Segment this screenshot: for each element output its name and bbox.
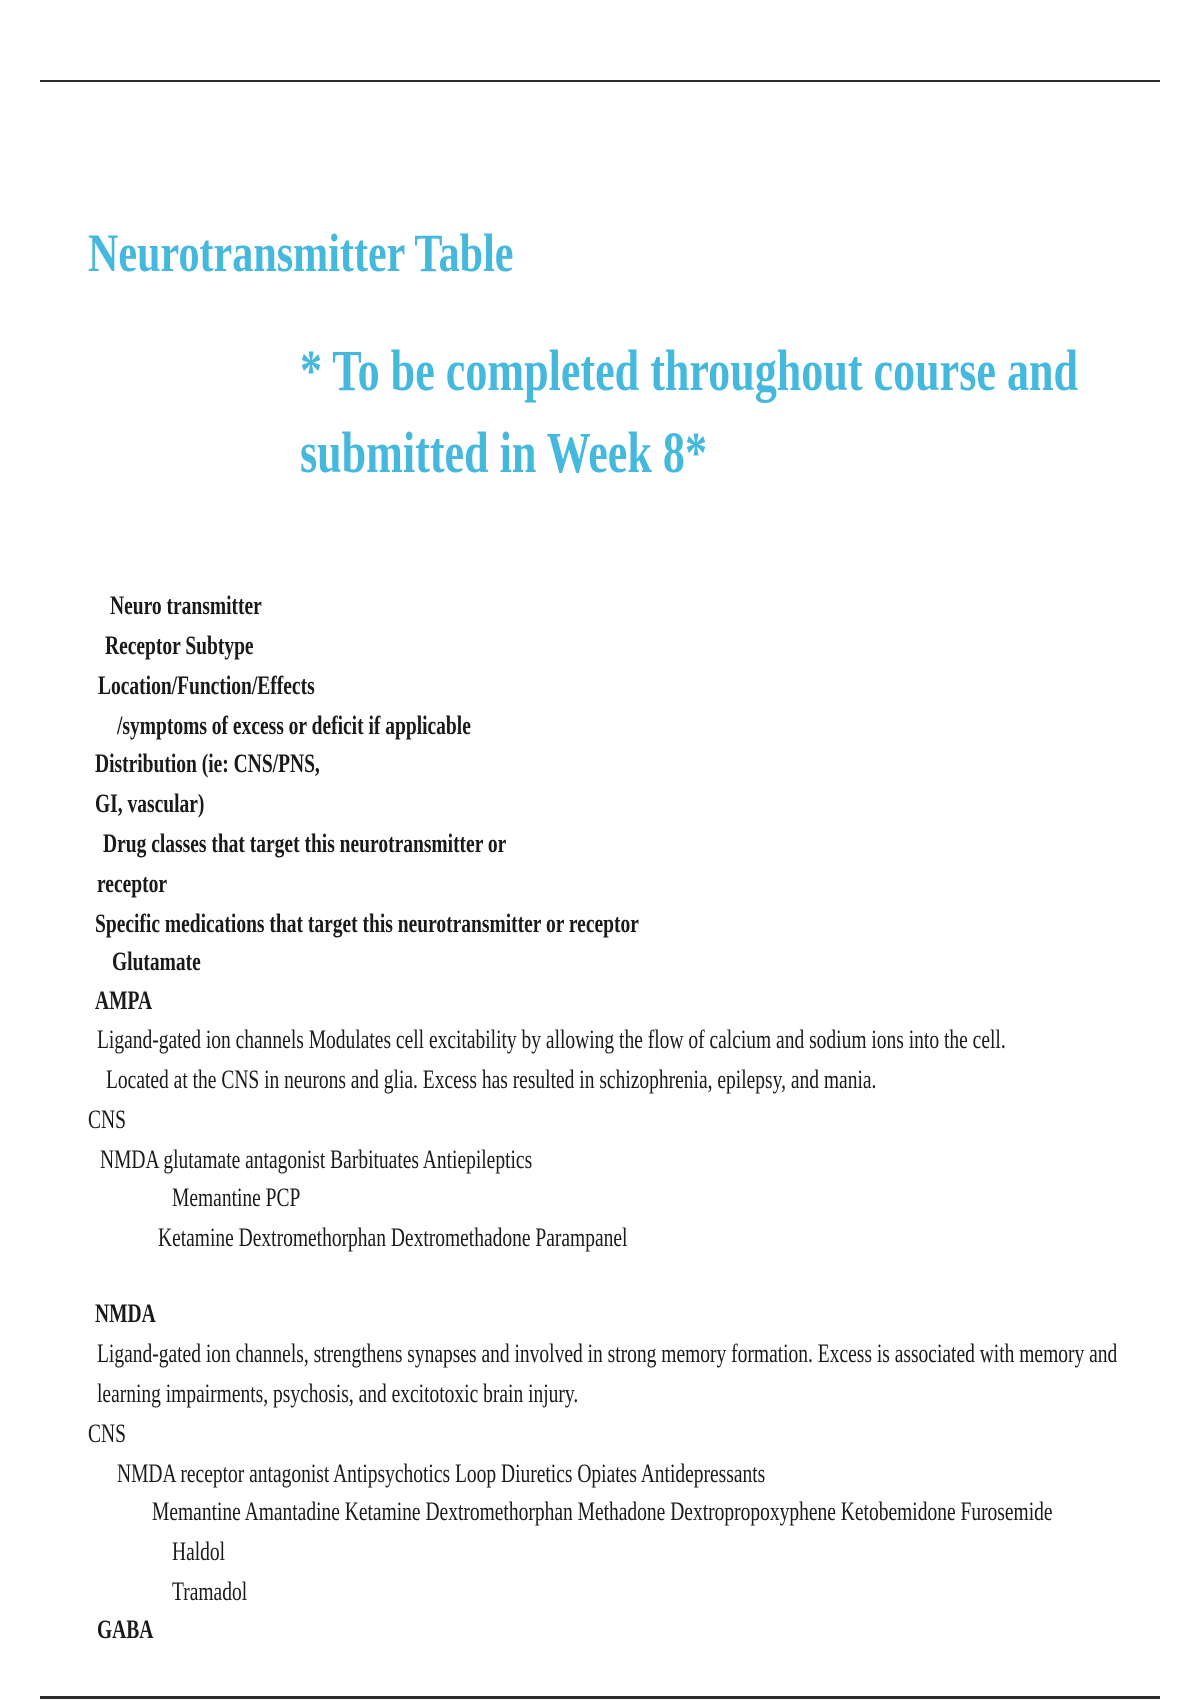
ampa-drug-classes: NMDA glutamate antagonist Barbituates Antiepileptics — [100, 1145, 533, 1174]
subtitle-line-2: submitted in Week 8* — [300, 420, 707, 485]
header-distribution: Distribution (ie: CNS/PNS, — [95, 749, 320, 778]
header-distribution-cont: GI, vascular) — [95, 789, 205, 818]
header-neurotransmitter: Neuro transmitter — [110, 591, 262, 620]
nmda-distribution: CNS — [88, 1419, 126, 1448]
ampa-distribution: CNS — [88, 1105, 126, 1134]
nmda-effects-line-2: learning impairments, psychosis, and excitotoxic brain injury. — [97, 1379, 579, 1408]
ampa-effects-line-1: Ligand-gated ion channels Modulates cell excitability by allowing the flow of calcium and sodium ions into the cell. — [97, 1025, 1006, 1054]
nmda-effects-line-1: Ligand-gated ion channels, strengthens synapses and involved in strong memory formation. Excess is associated with memory and — [97, 1339, 1118, 1368]
ampa-medications-line-2: Ketamine Dextromethorphan Dextromethadone Parampanel — [158, 1223, 628, 1252]
bottom-rule — [40, 1696, 1160, 1699]
receptor-ampa: AMPA — [95, 986, 153, 1015]
nmda-drug-classes: NMDA receptor antagonist Antipsychotics Loop Diuretics Opiates Antidepressants — [117, 1459, 766, 1488]
ampa-medications-line-1: Memantine PCP — [172, 1183, 301, 1212]
nmda-medications-line-2: Haldol — [172, 1537, 226, 1566]
page-title: Neurotransmitter Table — [88, 223, 514, 283]
header-drug-classes: Drug classes that target this neurotransmitter or — [103, 829, 507, 858]
header-receptor-subtype: Receptor Subtype — [105, 631, 254, 660]
page-subtitle — [300, 330, 1078, 494]
header-location-symptoms: /symptoms of excess or deficit if applicable — [117, 711, 471, 740]
header-specific-medications: Specific medications that target this neurotransmitter or receptor — [95, 909, 639, 938]
subtitle-line-1: * To be completed throughout course and — [300, 338, 1079, 403]
nmda-medications-line-1: Memantine Amantadine Ketamine Dextromethorphan Methadone Dextropropoxyphene Ketobemidone Furosemide — [152, 1497, 1053, 1526]
receptor-nmda: NMDA — [95, 1299, 156, 1328]
top-rule — [40, 80, 1160, 82]
header-drug-classes-cont: receptor — [97, 869, 168, 898]
neurotransmitter-glutamate: Glutamate — [112, 947, 201, 976]
neurotransmitter-gaba: GABA — [97, 1615, 154, 1644]
nmda-medications-line-3: Tramadol — [172, 1577, 248, 1606]
ampa-effects-line-2: Located at the CNS in neurons and glia. Excess has resulted in schizophrenia, epilepsy, and mania. — [106, 1065, 877, 1094]
header-location-function: Location/Function/Effects — [98, 671, 315, 700]
